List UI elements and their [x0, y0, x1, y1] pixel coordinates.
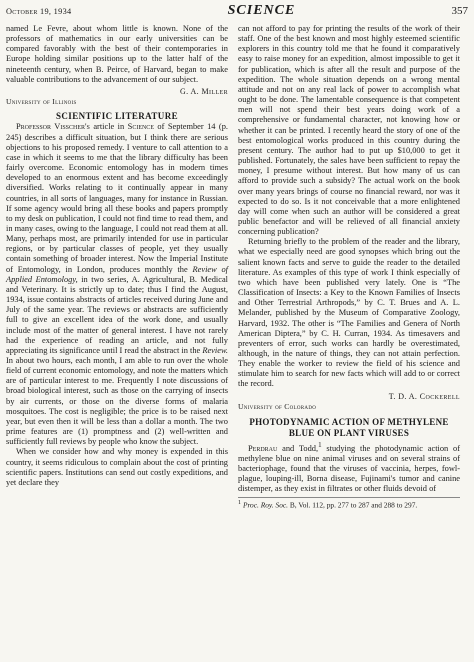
- paragraph-visscher-response: Professor Visscher's article in Science of September 14 (p. 245) describes a difficult situation, but I think there are serious objections to his proposed remedy. I venture to call attention to a case in which it seems to me that the library difficulty has been fairly overcome. Economic entomology has in modern times developed to an enormous extent and has become exceedingly diversified. Works relating to it continually appear in many countries, in all sorts of languages, many for instance in Russian. If some agency would bring all these books and papers promptly to my desk on publication, I could not find time to read them, and in many cases, owing to the language, I could not read them at all. Many, perhaps most, are primarily intended for use in particular regions, or by particular classes of people, yet they usually contain something of broader interest. Now the Imperial Institute of Entomology, in London, produces monthly the Review of Applied Entomology, in two series, A. Agricultural, B. Medical and Veterinary. It is strictly up to date; thus I find the August, 1934, issue contains abstracts of articles received during June and July of the same year. The reviews or abstracts are sufficiently full to give an excellent idea of the work done, and usually include most of the matter of general interest. I have not rarely had the experience of reading an article, and not fully appreciating its significance until I read the abstract in the Review. In about two hours, each month, I am able to run over the whole field of current economic entomology, and note the matters which are of particular interest to me. Frequently I note discussions of broad biological interest, such as those on the carrying of insects by air currents, or those on the diverse forms of malaria mosquitoes. The cost is negligible; the price is to be raised next year, but even then it will be less than a dollar a month. The two prime features are (1) promptness and (2) well-written and sufficiently full reviews by people who know the subject.: [6, 122, 229, 447]
- footnote: [238, 497, 460, 510]
- paragraph-perdrau-todd: Perdrau and Todd,$^1$ studying the photodynamic action of methylene blue on nine animal viruses and on several strains of bacteriophage, found that the viruses of vaccinia, herpes, fowl-plague, louping-ill, Borna disease, Fujinami's tumor and canine distemper, as they exist in filtrates or other fluids devoid of: [238, 440, 460, 494]
- affiliation-colorado: University of Colorado: [238, 401, 317, 411]
- paragraph-mathematics-end: named Le Fevre, about whom little is known. None of the professors of mathematics in our early universities can be compared favorably with the best of their contemporaries in Europe holding similar positions up to the latter half of the nineteenth century, when B. Peirce, of Harvard, began to make valuable contributions to the advancement of our subject.: [6, 24, 228, 84]
- title-review-applied-entomology: Review of Applied Entomology,: [6, 264, 228, 284]
- paragraph-publication-funding: can not afford to pay for printing the results of the work of their staff. One of the best known and most highly esteemed scientific explorers in this country told me that he found it comparatively easy to raise money for an expedition, almost impossible to get it for publication, which is after all the result and purpose of the expedition. The whole situation depends on a wrong mental attitude and not on any real lack of power to accomplish what ought to be done. The lamentable consequence is that competent men will not spend their best years doing work of a comprehensive or fundamental character, not knowing how or whether it can be printed. I recently heard the story of one of the best entomological works produced in this country during the present century. The author had to put up $10,000 to get it published. Fortunately, the sales have been sufficient to repay the money, I presume without interest. But how many of us can afford to provide such a subsidy? The actual work on the book over many years brings of course no financial reward, nor was it expected to do so. Is it not conceivable that a more enlightened day will come when such an author will be considered a great public benefactor and will be relieved of all financial anxiety concerning publication?: [238, 24, 460, 237]
- section-heading-scientific-literature: SCIENTIFIC LITERATURE: [55, 111, 178, 122]
- left-column: [6, 24, 228, 488]
- paragraph-cost-of-printing: When we consider how and why money is expended in this country, it seems ridiculous to complain about the cost of printing scientific papers. Institutions can send out costly expeditions, and yet declare they: [6, 447, 228, 487]
- page-number: 357: [451, 5, 468, 17]
- title-review-short: Review.: [202, 345, 228, 355]
- lead-name-perdrau: Perdrau: [248, 443, 278, 453]
- footnote-text: B, Vol. 112, pp. 277 to 287 and 288 to 297.: [288, 499, 418, 509]
- paragraph-synopses: Returning briefly to the problem of the reader and the library, what we especially need are good synopses which bring out the salient known facts and serve to guide the reader to the detailed literature. As examples of this type of work I think especially of two which have been published very lately. One is “The Classification of Insects: a Key to the Known Families of Insects and Other Terrestrial Arthropods,” by C. T. Brues and A. L. Melander, published by the Museum of Comparative Zoology, Harvard, 1932. The other is “The Families and Genera of North American Diptera,” by C. H. Curran, 1934. As timesavers and preventers of error, such works can hardly be overestimated, although, in the nature of things, they can not attain perfection. They enable the worker to review the field of his science and stimulate him to search for new facts which will add to or correct the record.: [238, 237, 460, 389]
- right-column: [238, 24, 460, 510]
- footnote-number: 1: [238, 499, 242, 506]
- lead-name-visscher: Professor Visscher's: [16, 122, 90, 132]
- author-signature-miller: G. A. Miller: [179, 86, 228, 96]
- journal-title: SCIENCE: [227, 3, 296, 18]
- footnote-journal: Proc. Roy. Soc.: [242, 499, 289, 509]
- running-header: [6, 3, 468, 21]
- section-heading-photodynamic-action: PHOTODYNAMIC ACTION OF METHYLENE BLUE ON PLANT VIRUSES: [249, 416, 449, 438]
- affiliation-illinois: University of Illinois: [6, 97, 77, 107]
- footnote-marker: 1: [318, 440, 322, 449]
- journal-ref-science: Science: [127, 122, 154, 132]
- issue-date: October 19, 1934: [6, 7, 72, 16]
- author-signature-cockerell: T. D. A. Cockerell: [388, 391, 460, 401]
